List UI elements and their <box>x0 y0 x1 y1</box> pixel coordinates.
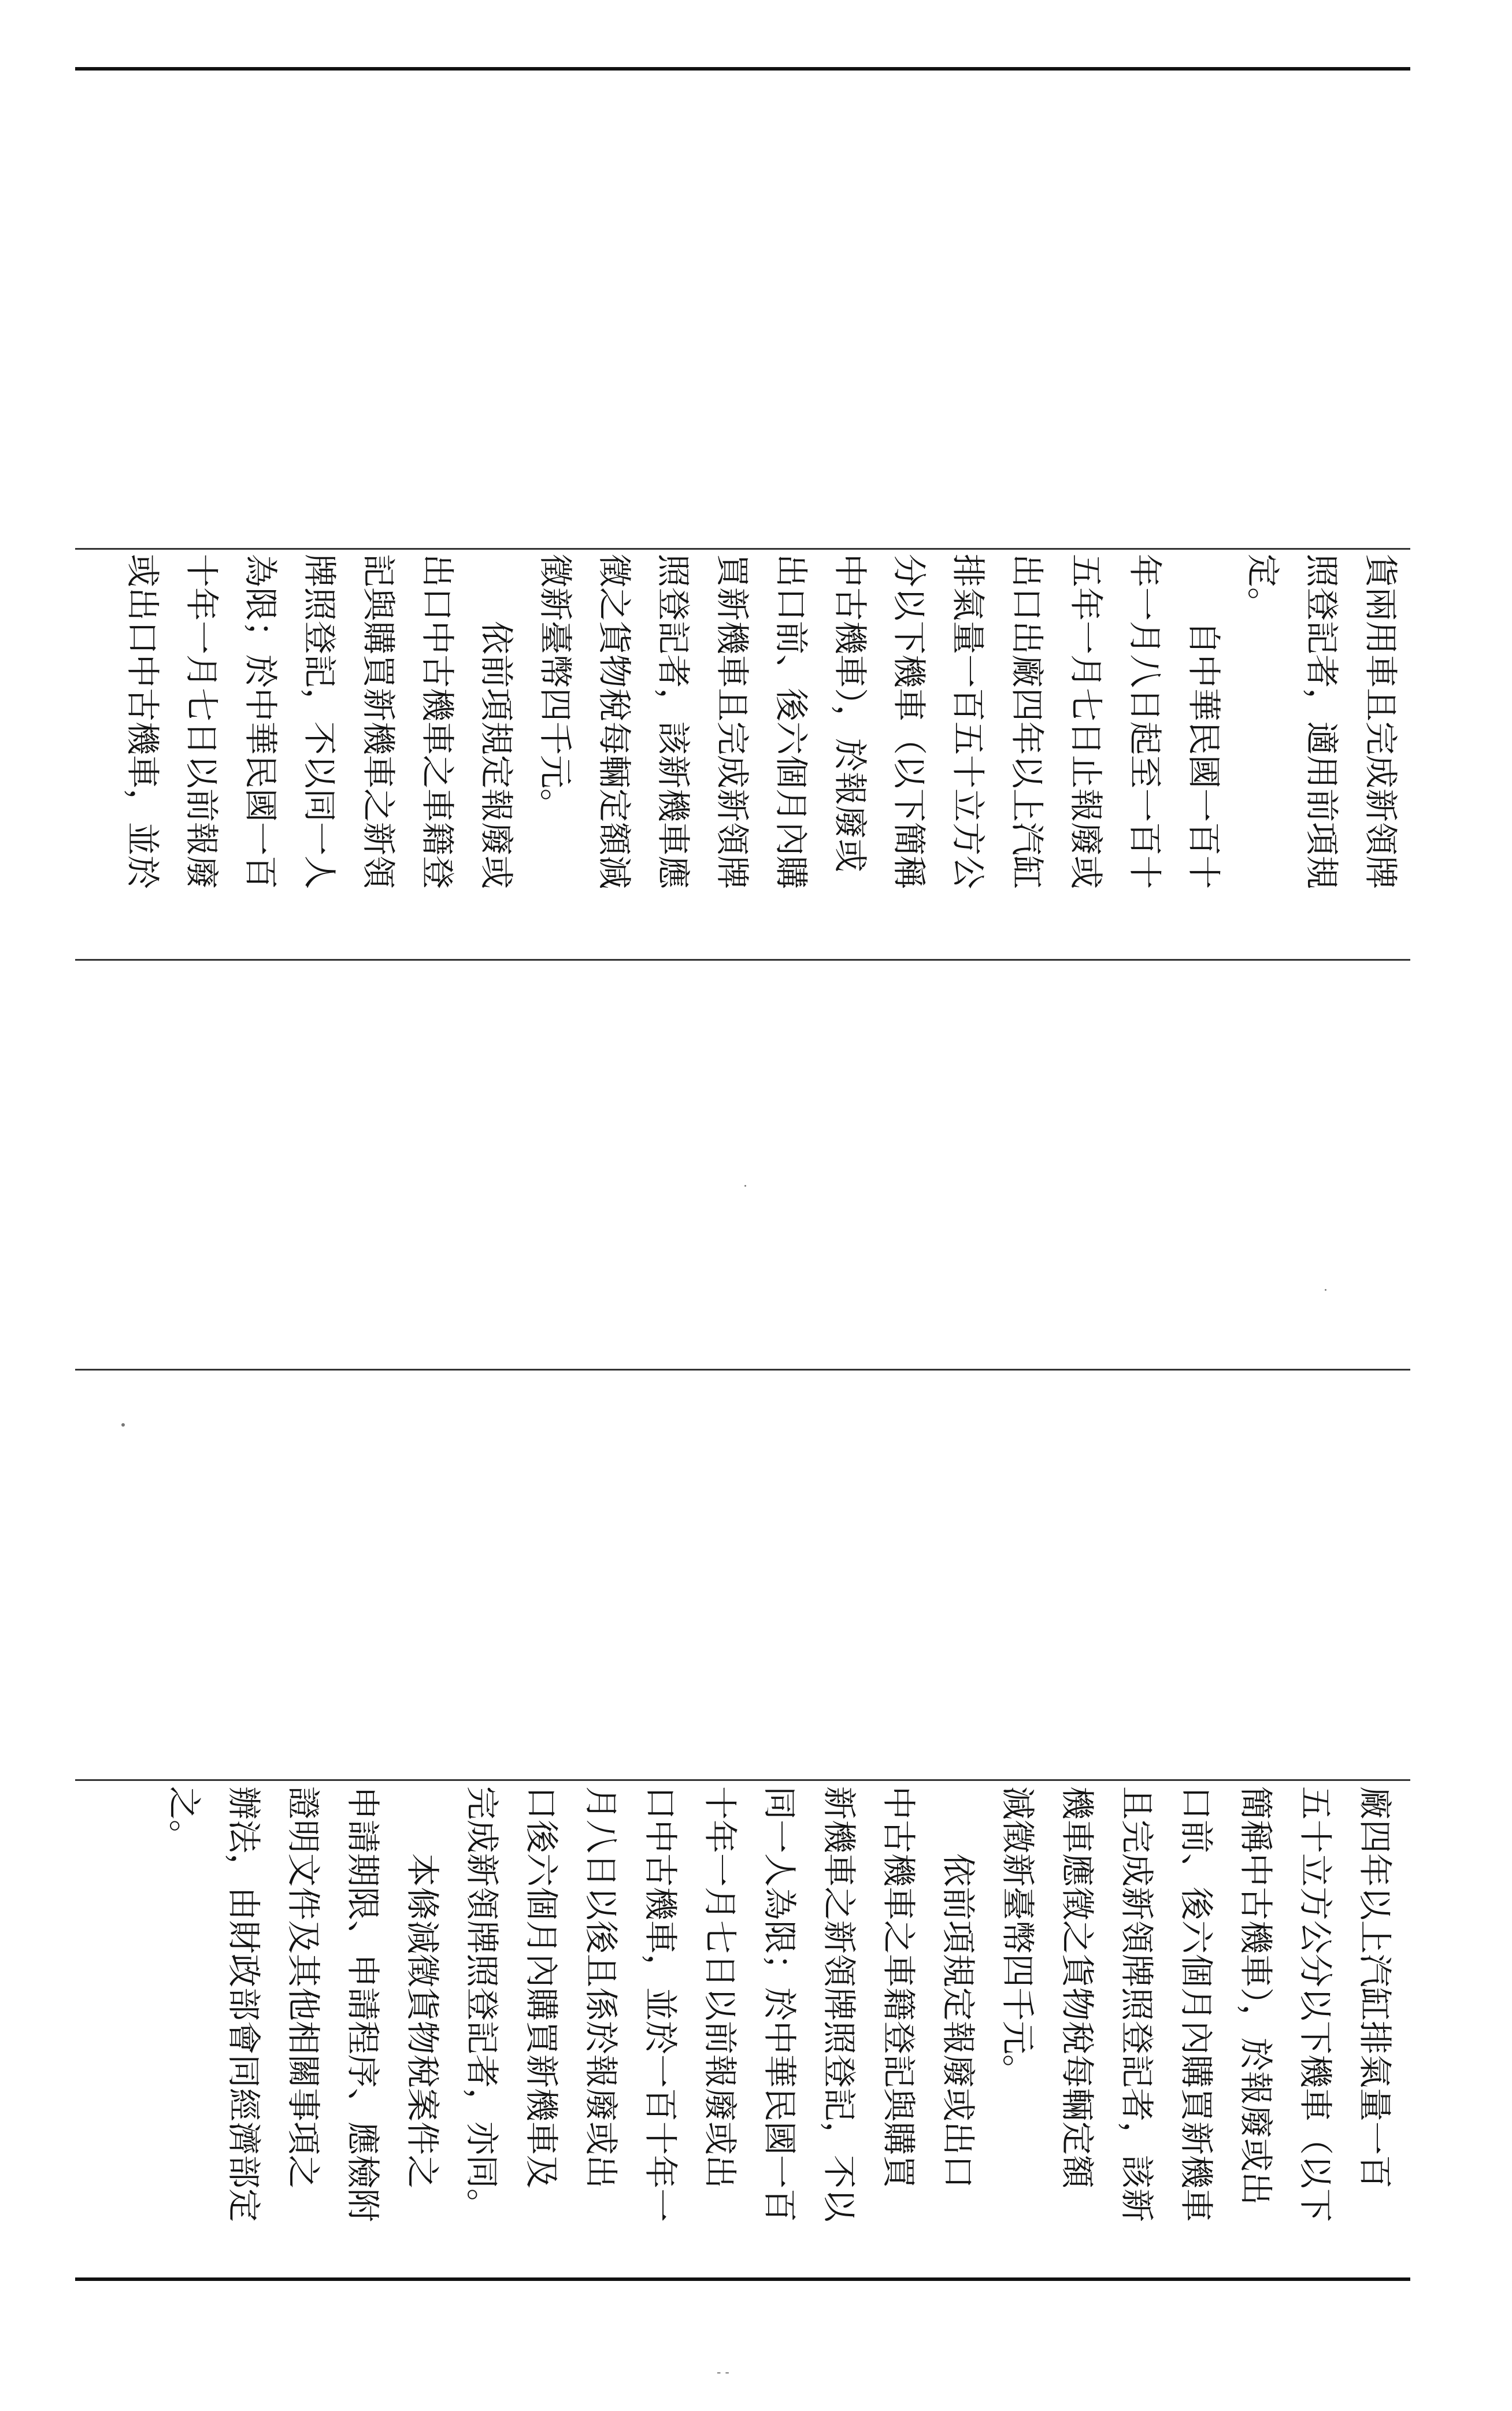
text-line: 本條減徵貨物稅案件之 <box>403 1786 442 2189</box>
upper-block-top-rule <box>75 548 1410 550</box>
text-line: 口後六個月內購買新機車及 <box>522 1786 561 2189</box>
text-line: 貨兩用車且完成新領牌 <box>1361 554 1400 890</box>
text-line: 完成新領牌照登記者，亦同。 <box>462 1786 502 2223</box>
text-line: 徵新臺幣四千元。 <box>536 554 575 823</box>
top-border-rule <box>75 67 1410 71</box>
text-line: 或出口中古機車，並於 <box>123 554 162 890</box>
text-line: 照登記者，該新機車應 <box>654 554 693 890</box>
text-line: 證明文件及其他相關事項之 <box>284 1786 323 2189</box>
scan-speck <box>744 1185 746 1187</box>
text-line: 依前項規定報廢或出口 <box>939 1786 978 2189</box>
text-line: 為限；於中華民國一百 <box>241 554 280 890</box>
scan-speck <box>1325 1289 1326 1291</box>
text-line: 定。 <box>1243 554 1283 621</box>
text-line: 自中華民國一百十 <box>1184 554 1224 890</box>
text-line: 五年一月七日止報廢或 <box>1066 554 1106 890</box>
text-line: 中古機車），於報廢或 <box>831 554 870 873</box>
text-line: 減徵新臺幣四千元。 <box>998 1786 1037 2088</box>
text-line: 買新機車且完成新領牌 <box>713 554 752 890</box>
text-line: 口前、後六個月內購買新機車 <box>1177 1786 1216 2223</box>
text-line: 之。 <box>165 1786 204 1854</box>
text-line: 牌照登記，不以同一人 <box>300 554 339 890</box>
text-line: 同一人為限；於中華民國一百 <box>760 1786 799 2223</box>
lower-text-rotated <box>86 1786 1403 2272</box>
text-line: 且完成新領牌照登記者，該新 <box>1117 1786 1157 2223</box>
upper-block-bottom-rule <box>75 959 1410 961</box>
text-line: 出口中古機車之車籍登 <box>418 554 457 890</box>
text-line: 廠四年以上汽缸排氣量一百 <box>1355 1786 1395 2189</box>
text-line: 年一月八日起至一百十 <box>1125 554 1165 890</box>
text-line: 分以下機車（以下簡稱 <box>890 554 929 890</box>
text-line: 徵之貨物稅每輛定額減 <box>595 554 634 890</box>
page-number: - - <box>717 2365 729 2380</box>
text-line: 出口前、後六個月內購 <box>772 554 811 890</box>
text-line: 機車應徵之貨物稅每輛定額 <box>1058 1786 1097 2189</box>
upper-text-rotated <box>86 554 1403 954</box>
text-line: 中古機車之車籍登記與購買 <box>879 1786 918 2189</box>
upper-text-block <box>86 554 1403 954</box>
text-line: 簡稱中古機車），於報廢或出 <box>1236 1786 1276 2206</box>
bottom-border-rule <box>75 2277 1410 2281</box>
lower-block-top-rule <box>75 1779 1410 1781</box>
text-line: 記與購買新機車之新領 <box>359 554 398 890</box>
text-line: 十年一月七日以前報廢 <box>182 554 221 890</box>
text-line: 出口出廠四年以上汽缸 <box>1007 554 1047 890</box>
text-line: 新機車之新領牌照登記，不以 <box>820 1786 859 2223</box>
text-line: 照登記者，適用前項規 <box>1302 554 1341 890</box>
text-line: 十年一月七日以前報廢或出 <box>701 1786 740 2189</box>
scan-speck <box>121 1423 125 1427</box>
text-line: 排氣量一百五十立方公 <box>948 554 988 890</box>
middle-section-rule <box>75 1369 1410 1371</box>
text-line: 依前項規定報廢或 <box>477 554 516 890</box>
text-line: 月八日以後且係於報廢或出 <box>581 1786 621 2189</box>
text-line: 口中古機車，並於一百十年一 <box>641 1786 680 2223</box>
lower-text-block <box>86 1786 1403 2272</box>
text-line: 申請期限、申請程序、應檢附 <box>343 1786 383 2223</box>
text-line: 辦法，由財政部會同經濟部定 <box>224 1786 264 2223</box>
text-line: 五十立方公分以下機車（以下 <box>1296 1786 1335 2223</box>
